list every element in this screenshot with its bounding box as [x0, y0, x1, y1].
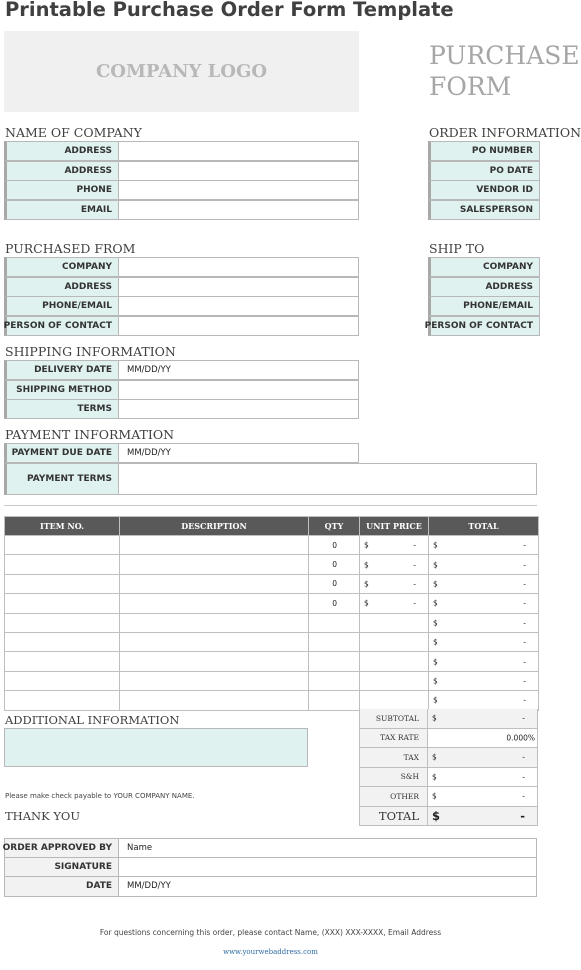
description-cell[interactable] — [120, 632, 309, 651]
col-header-qty: QTY — [309, 517, 360, 536]
payment-terms-row — [4, 463, 537, 495]
table-row — [5, 691, 539, 710]
shipping-method-field[interactable] — [119, 380, 359, 400]
table-row — [5, 652, 539, 671]
currency-symbol: $ — [433, 560, 438, 570]
vendor-address-row — [4, 277, 359, 297]
currency-symbol: $ — [433, 618, 438, 628]
line-total-cell — [429, 652, 539, 671]
ship-contact-row — [424, 316, 540, 336]
company-phone-field[interactable] — [119, 180, 359, 200]
line-total-value: - — [523, 695, 526, 705]
unit-price-cell[interactable] — [360, 691, 429, 710]
shipping-terms-label: TERMS — [4, 399, 119, 419]
company-phone-label: PHONE — [4, 180, 119, 200]
ship-company-label: COMPANY — [428, 257, 540, 277]
line-total-value: - — [523, 598, 526, 608]
table-row — [5, 671, 539, 690]
approval-date-field[interactable]: MM/DD/YY — [119, 877, 537, 897]
divider — [4, 505, 537, 506]
item-no-cell[interactable] — [5, 652, 120, 671]
purchase-order-title — [429, 40, 580, 102]
item-no-cell[interactable] — [5, 691, 120, 710]
unit-price-value: - — [413, 579, 416, 589]
company-address2-label: ADDRESS — [4, 161, 119, 181]
ship-address-row — [428, 277, 540, 297]
other-label: OTHER — [359, 787, 428, 807]
approval-date-row — [4, 877, 537, 897]
shipping-method-label: SHIPPING METHOD — [4, 380, 119, 400]
vendor-contact-field[interactable] — [119, 316, 359, 336]
company-address-field[interactable] — [119, 141, 359, 161]
vendor-phone-email-label: PHONE/EMAIL — [4, 296, 119, 316]
salesperson-label: SALESPERSON — [428, 200, 540, 220]
payment-terms-field[interactable] — [119, 463, 537, 495]
signature-row — [4, 858, 537, 878]
other-row — [359, 787, 538, 807]
vendor-company-label: COMPANY — [4, 257, 119, 277]
line-total-value: - — [523, 579, 526, 589]
po-title-line-1: PURCHASE — [429, 41, 580, 70]
table-row — [5, 632, 539, 651]
qty-cell[interactable]: 0 — [309, 594, 360, 613]
table-row — [5, 574, 539, 593]
ship-phone-email-row — [428, 296, 540, 316]
table-row — [5, 613, 539, 632]
thank-you-text: THANK YOU — [5, 809, 81, 823]
subtotal-label: SUBTOTAL — [359, 709, 428, 729]
delivery-date-field[interactable]: MM/DD/YY — [119, 360, 359, 380]
currency-symbol: $ — [433, 695, 438, 705]
subtotal-row — [359, 709, 538, 729]
line-total-value: - — [523, 540, 526, 550]
tax-amount: - — [522, 752, 525, 762]
unit-price-cell[interactable] — [360, 555, 429, 574]
col-header-description: DESCRIPTION — [120, 517, 309, 536]
company-email-row — [4, 200, 359, 220]
unit-price-cell[interactable] — [360, 536, 429, 555]
qty-cell[interactable]: 0 — [309, 574, 360, 593]
logo-placeholder-text: COMPANY LOGO — [95, 61, 268, 82]
currency-symbol: $ — [433, 579, 438, 589]
company-address-label: ADDRESS — [4, 141, 119, 161]
line-total-value: - — [523, 657, 526, 667]
item-no-cell[interactable] — [5, 555, 120, 574]
unit-price-cell[interactable] — [360, 671, 429, 690]
table-row — [5, 536, 539, 555]
unit-price-value: - — [413, 598, 416, 608]
qty-cell[interactable] — [309, 691, 360, 710]
qty-cell[interactable] — [309, 632, 360, 651]
additional-info-heading: ADDITIONAL INFORMATION — [5, 713, 180, 727]
currency-symbol: $ — [432, 752, 437, 762]
ship-to-heading: SHIP TO — [429, 241, 485, 256]
qty-cell[interactable]: 0 — [309, 536, 360, 555]
company-address2-row — [4, 161, 359, 181]
subtotal-value — [428, 709, 538, 729]
approved-by-row — [4, 838, 537, 858]
ship-address-label: ADDRESS — [428, 277, 540, 297]
vendor-company-field[interactable] — [119, 257, 359, 277]
description-cell[interactable] — [120, 613, 309, 632]
shipping-terms-field[interactable] — [119, 399, 359, 419]
ship-contact-label: PERSON OF CONTACT — [428, 316, 540, 336]
description-cell[interactable] — [120, 594, 309, 613]
other-value[interactable] — [428, 787, 538, 807]
table-row — [5, 594, 539, 613]
item-no-cell[interactable] — [5, 671, 120, 690]
sh-amount: - — [522, 772, 525, 782]
currency-symbol: $ — [432, 772, 437, 782]
qty-cell[interactable] — [309, 652, 360, 671]
item-no-cell[interactable] — [5, 574, 120, 593]
line-total-value: - — [523, 560, 526, 570]
line-total-value: - — [523, 637, 526, 647]
company-email-label: EMAIL — [4, 200, 119, 220]
currency-symbol: $ — [433, 657, 438, 667]
page-title: Printable Purchase Order Form Template — [5, 0, 454, 21]
col-header-total: TOTAL — [429, 517, 539, 536]
total-amount: - — [520, 808, 525, 823]
currency-symbol: $ — [433, 540, 438, 550]
line-total-cell — [429, 574, 539, 593]
currency-symbol: $ — [432, 713, 437, 723]
company-email-field[interactable] — [119, 200, 359, 220]
description-cell[interactable] — [120, 671, 309, 690]
shipping-heading: SHIPPING INFORMATION — [5, 344, 176, 359]
vendor-address-field[interactable] — [119, 277, 359, 297]
unit-price-cell[interactable] — [360, 613, 429, 632]
unit-price-cell[interactable] — [360, 574, 429, 593]
qty-cell[interactable]: 0 — [309, 555, 360, 574]
description-cell[interactable] — [120, 691, 309, 710]
payment-due-label: PAYMENT DUE DATE — [4, 443, 119, 463]
approved-by-label: ORDER APPROVED BY — [4, 838, 119, 858]
po-number-row — [428, 141, 540, 161]
salesperson-row — [428, 200, 540, 220]
currency-symbol: $ — [364, 560, 369, 570]
table-row — [5, 555, 539, 574]
description-cell[interactable] — [120, 536, 309, 555]
vendor-contact-row — [4, 316, 359, 336]
company-logo-placeholder — [4, 31, 359, 112]
sh-label: S&H — [359, 768, 428, 788]
shipping-method-row — [4, 380, 359, 400]
footer-contact: For questions concerning this order, please contact Name, (XXX) XXX-XXXX, Email Address — [99, 928, 442, 937]
approval-date-label: DATE — [4, 877, 119, 897]
vendor-company-row — [4, 257, 359, 277]
tax-rate-percent: 0.000% — [506, 733, 535, 743]
currency-symbol: $ — [364, 579, 369, 589]
total-value — [428, 807, 538, 827]
tax-row — [359, 748, 538, 768]
approved-by-field[interactable]: Name — [119, 838, 537, 858]
ship-phone-email-label: PHONE/EMAIL — [428, 296, 540, 316]
vendor-id-label: VENDOR ID — [428, 180, 540, 200]
currency-symbol: $ — [433, 598, 438, 608]
description-cell[interactable] — [120, 652, 309, 671]
line-total-cell — [429, 691, 539, 710]
check-payable-note: Please make check payable to YOUR COMPANY NAME. — [5, 792, 195, 800]
qty-cell[interactable] — [309, 671, 360, 690]
vendor-phone-email-field[interactable] — [119, 296, 359, 316]
description-cell[interactable] — [120, 574, 309, 593]
delivery-date-row — [4, 360, 359, 380]
currency-symbol: $ — [433, 676, 438, 686]
currency-symbol: $ — [432, 808, 441, 823]
unit-price-value: - — [413, 560, 416, 570]
line-total-cell — [429, 555, 539, 574]
po-date-row — [428, 161, 540, 181]
line-total-cell — [429, 536, 539, 555]
total-label: TOTAL — [359, 807, 428, 827]
unit-price-cell[interactable] — [360, 632, 429, 651]
company-phone-row — [4, 180, 359, 200]
currency-symbol: $ — [364, 540, 369, 550]
item-no-cell[interactable] — [5, 613, 120, 632]
vendor-id-row — [428, 180, 540, 200]
description-cell[interactable] — [120, 555, 309, 574]
unit-price-value: - — [413, 540, 416, 550]
currency-symbol: $ — [364, 598, 369, 608]
sh-row — [359, 768, 538, 788]
currency-symbol: $ — [433, 637, 438, 647]
currency-symbol: $ — [432, 791, 437, 801]
col-header-item-no: ITEM NO. — [5, 517, 120, 536]
vendor-address-label: ADDRESS — [4, 277, 119, 297]
tax-rate-value[interactable] — [428, 729, 538, 749]
line-total-cell — [429, 632, 539, 651]
item-no-cell[interactable] — [5, 594, 120, 613]
vendor-phone-email-row — [4, 296, 359, 316]
col-header-unit-price: UNIT PRICE — [360, 517, 429, 536]
line-total-cell — [429, 594, 539, 613]
signature-label: SIGNATURE — [4, 858, 119, 878]
unit-price-cell[interactable] — [360, 652, 429, 671]
items-table — [4, 516, 539, 711]
sh-value[interactable] — [428, 768, 538, 788]
ship-company-row — [428, 257, 540, 277]
items-header-row — [5, 517, 539, 536]
tax-rate-row — [359, 729, 538, 749]
line-total-value: - — [523, 676, 526, 686]
tax-rate-label: TAX RATE — [359, 729, 428, 749]
payment-heading: PAYMENT INFORMATION — [5, 427, 175, 442]
qty-cell[interactable] — [309, 613, 360, 632]
signature-field[interactable] — [119, 858, 537, 878]
shipping-terms-row — [4, 399, 359, 419]
tax-label: TAX — [359, 748, 428, 768]
additional-info-field[interactable] — [4, 728, 308, 767]
line-total-cell — [429, 613, 539, 632]
other-amount: - — [522, 791, 525, 801]
po-title-line-2: FORM — [429, 72, 512, 101]
delivery-date-label: DELIVERY DATE — [4, 360, 119, 380]
total-row — [359, 807, 538, 827]
line-total-value: - — [523, 618, 526, 628]
payment-due-row — [4, 443, 359, 463]
po-date-label: PO DATE — [428, 161, 540, 181]
payment-due-field[interactable]: MM/DD/YY — [119, 443, 359, 463]
tax-value — [428, 748, 538, 768]
footer-web-link[interactable]: www.yourwebaddress.com — [223, 948, 318, 956]
line-total-cell — [429, 671, 539, 690]
company-address2-field[interactable] — [119, 161, 359, 181]
company-address-row — [4, 141, 359, 161]
subtotal-amount: - — [522, 713, 525, 723]
unit-price-cell[interactable] — [360, 594, 429, 613]
purchased-from-heading: PURCHASED FROM — [5, 241, 136, 256]
order-info-heading: ORDER INFORMATION — [429, 125, 581, 140]
company-heading: NAME OF COMPANY — [5, 125, 142, 140]
item-no-cell[interactable] — [5, 536, 120, 555]
item-no-cell[interactable] — [5, 632, 120, 651]
vendor-contact-label: PERSON OF CONTACT — [4, 316, 119, 336]
po-number-label: PO NUMBER — [428, 141, 540, 161]
payment-terms-label: PAYMENT TERMS — [4, 463, 119, 495]
